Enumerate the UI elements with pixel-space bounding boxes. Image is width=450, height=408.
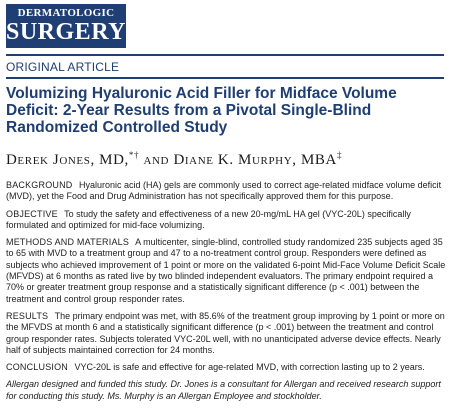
abstract-text: VYC-20L is safe and effective for age-related MVD, with correction lasting up to 2 years. <box>74 362 425 373</box>
header-rule-bottom <box>6 77 444 79</box>
abstract-heading: METHODS AND MATERIALS <box>6 237 130 248</box>
funding-disclosure: Allergan designed and funded this study. Dr. Jones is a consultant for Allergan and received research support for conducting this study. Ms. Murphy is an Allergan Employee and stockholder. <box>6 379 441 401</box>
author-line <box>6 150 446 169</box>
author-joiner: and <box>143 152 170 168</box>
abstract-text: The primary endpoint was met, with 85.6% of the treatment group improving by 1 point or more on the MFVDS at month 6 and a statistically significant difference (p < .001) between the treatment and control group responder rates. Subjects tolerated VYC-20L well, with no unanticipated adverse device effects. Nearly half of subjects maintained correction for 24 months. <box>6 310 445 355</box>
abstract-heading: OBJECTIVE <box>6 208 58 219</box>
author-name: Diane K. Murphy, MBA <box>173 152 337 168</box>
journal-name-line2: SURGERY <box>6 19 127 45</box>
article-section-label: ORIGINAL ARTICLE <box>6 60 120 74</box>
journal-name-line1: DERMATOLOGIC <box>17 7 115 19</box>
author-name: Derek Jones, MD, <box>6 152 129 168</box>
abstract-paragraph <box>6 237 446 305</box>
header-rule-top <box>6 54 444 56</box>
abstract-heading: CONCLUSION <box>6 362 69 373</box>
abstract-paragraph <box>6 209 446 232</box>
abstract <box>6 180 446 408</box>
abstract-paragraph <box>6 311 446 356</box>
abstract-text: Hyaluronic acid (HA) gels are commonly used to correct age-related midface volume deficit (MVD), yet the Food and Drug Administration has not specifically approved them for this purpose. <box>6 180 442 202</box>
abstract-heading: RESULTS <box>6 310 49 321</box>
abstract-text: To study the safety and effectiveness of a new 20-mg/mL HA gel (VYC-20L) specifically formulated and optimized for mid-face volumizing. <box>6 208 411 230</box>
journal-logo <box>6 4 126 48</box>
author-affiliation-marks: *† <box>128 150 140 160</box>
author-affiliation-marks: ‡ <box>336 150 343 160</box>
abstract-paragraph <box>6 180 446 203</box>
article-title: Volumizing Hyaluronic Acid Filler for Midface Volume Deficit: 2-Year Results from a Pivotal Single-Blind Randomized Controlled Study <box>6 85 397 136</box>
abstract-heading: BACKGROUND <box>6 180 73 190</box>
abstract-paragraph <box>6 362 446 373</box>
abstract-text: A multicenter, single-blind, controlled study randomized 235 subjects aged 35 to 65 with MVD to a treatment group and 47 to a no-treatment control group. Responders were defined as subjects who achieved improvement of 1 point or more on the validated 6-point Mid-Face Volume Deficit Scale (MFVDS) at 6 months as rated live by two blinded independent evaluators. The primary endpoint required a 70% or greater treatment group response and a statistically significant difference (p < .001) between the treatment and control group responder rates. <box>6 237 446 304</box>
